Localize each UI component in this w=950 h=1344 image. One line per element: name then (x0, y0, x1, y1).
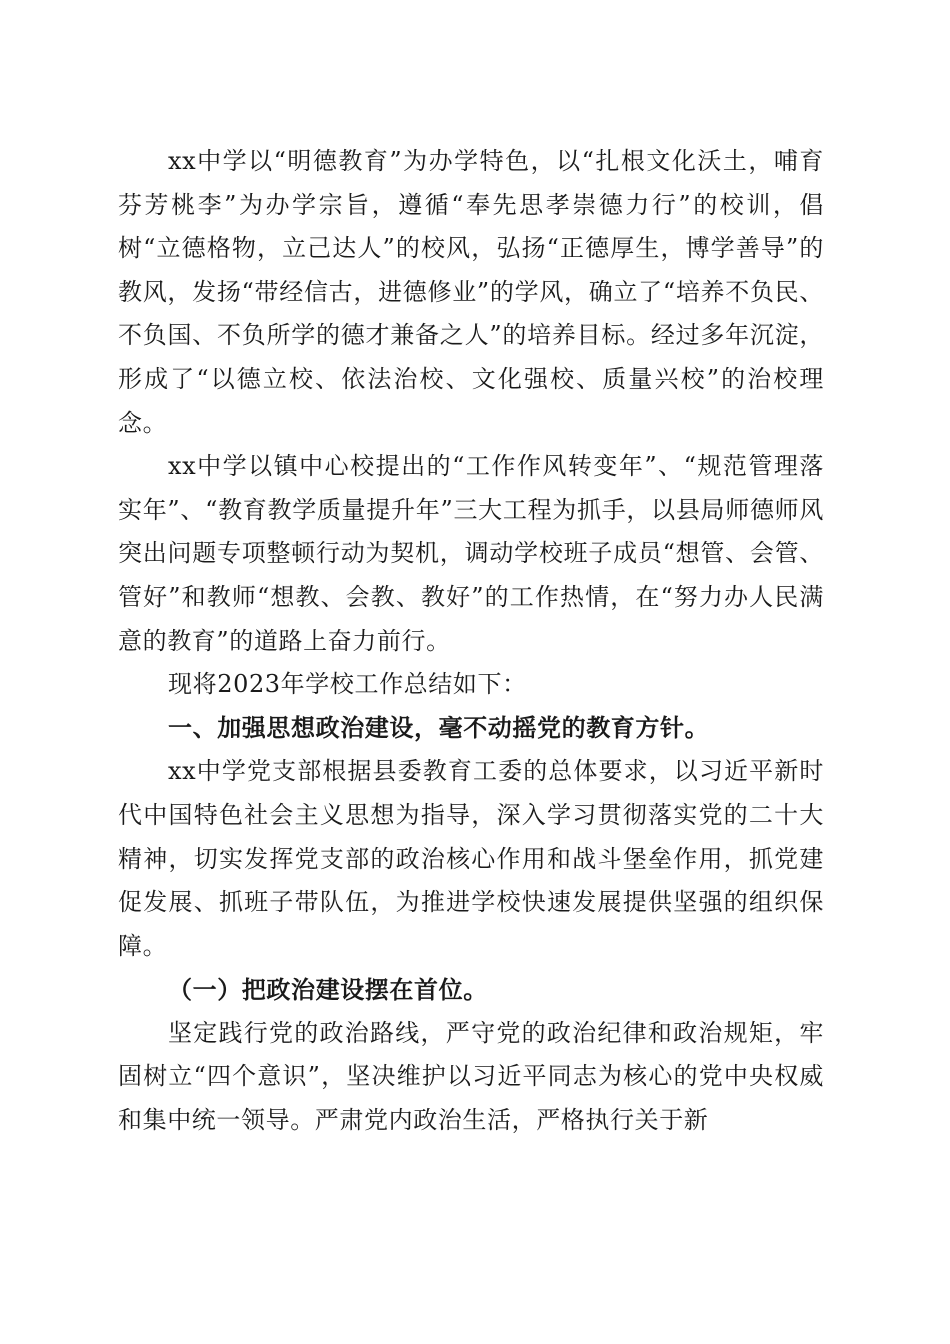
document-page (118, 140, 824, 1143)
intro-paragraph: xx中学以“明德教育”为办学特色，以“扎根文化沃土，哺育芬芳桃李”为办学宗旨，遵循“奉先思孝崇德力行”的校训，倡树“立德格物，立己达人”的校风，弘扬“正德厚生，博学善导”的教风，发扬“带经信古，进德修业”的学风，确立了“培养不负民、不负国、不负所学的德才兼备之人”的培养目标。经过多年沉淀，形成了“以德立校、依法治校、文化强校、质量兴校”的治校理念。 (118, 147, 824, 437)
summary-intro: 现将2023年学校工作总结如下： (168, 670, 527, 699)
project-paragraph: xx中学以镇中心校提出的“工作作风转变年”、“规范管理落实年”、“教育教学质量提升年”三大工程为抓手，以县局师德师风突出问题专项整顿行动为契机，调动学校班子成员“想管、会管、管好”和教师“想教、会教、教好”的工作热情，在“努力办人民满意的教育”的道路上奋力前行。 (118, 452, 824, 655)
political-line-paragraph: 坚定践行党的政治路线，严守党的政治纪律和政治规矩，牢固树立“四个意识”，坚决维护以习近平同志为核心的党中央权威和集中统一领导。严肃党内政治生活，严格执行关于新 (118, 1018, 824, 1135)
section-heading-1: 一、加强思想政治建设，毫不动摇党的教育方针。 (168, 713, 710, 742)
party-branch-paragraph: xx中学党支部根据县委教育工委的总体要求，以习近平新时代中国特色社会主义思想为指导，深入学习贯彻落实党的二十大精神，切实发挥党支部的政治核心作用和战斗堡垒作用，抓党建促发展、抓班子带队伍，为推进学校快速发展提供坚强的组织保障。 (118, 757, 824, 960)
subsection-heading-1: （一）把政治建设摆在首位。 (168, 975, 488, 1005)
